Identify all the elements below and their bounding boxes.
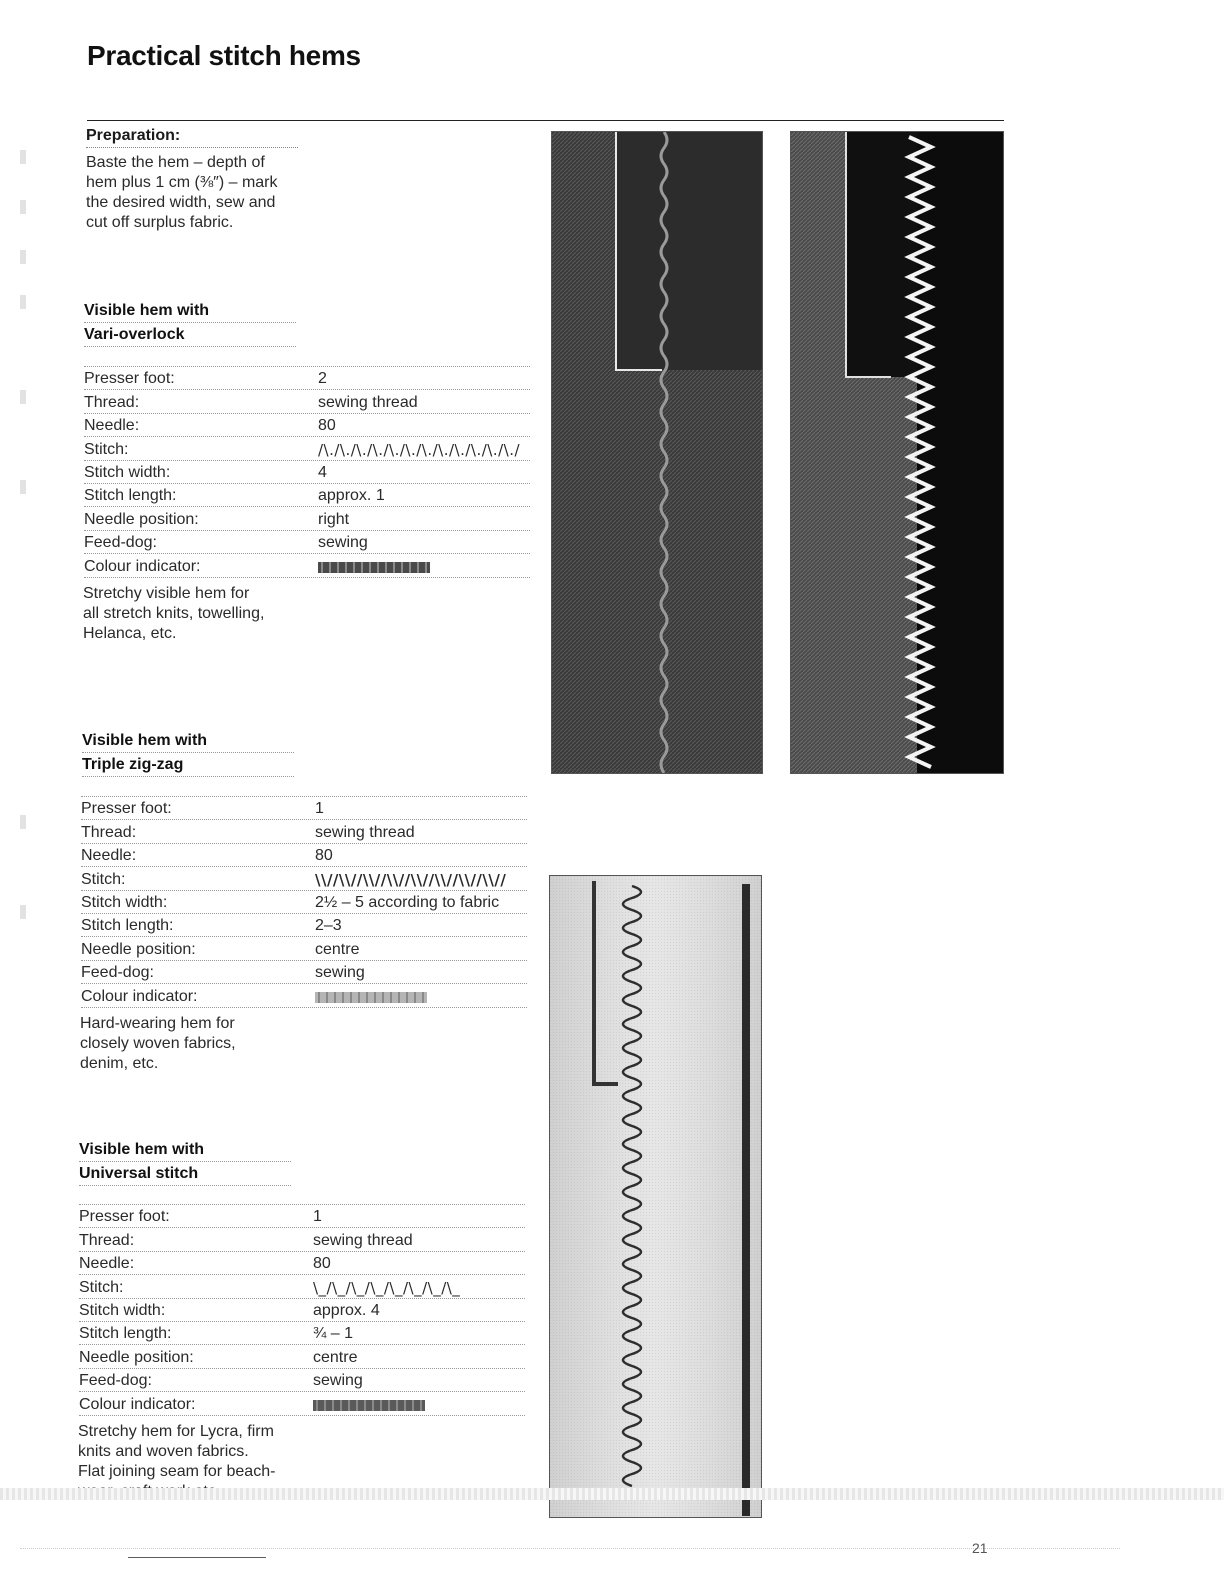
spec-label: Stitch:	[79, 1278, 124, 1296]
spec-table-triple-zigzag	[81, 796, 527, 1008]
margin-mark	[20, 815, 26, 829]
section-heading-line: Vari-overlock	[84, 323, 296, 347]
spec-row-stitch	[79, 1275, 525, 1298]
description-line: closely woven fabrics,	[80, 1035, 236, 1052]
spec-label: Stitch:	[84, 440, 129, 458]
spec-value: approx. 4	[313, 1301, 380, 1319]
colour-indicator-bar	[313, 1400, 425, 1411]
spec-row-stitch-length	[84, 484, 530, 507]
spec-label: Thread:	[79, 1231, 135, 1249]
description-vari-overlock	[83, 584, 264, 644]
spec-row-thread	[81, 820, 527, 843]
spec-label: Stitch width:	[79, 1301, 166, 1319]
spec-value: ¾ – 1	[313, 1325, 354, 1343]
spec-value: centre	[313, 1348, 358, 1366]
description-line: Stretchy visible hem for	[83, 585, 250, 602]
margin-mark	[20, 295, 26, 309]
spec-label: Feed-dog:	[81, 964, 154, 982]
spec-row-stitch	[81, 867, 527, 890]
spec-label: Thread:	[84, 393, 140, 411]
preparation-text	[86, 153, 278, 233]
spec-row-presser-foot	[84, 367, 530, 390]
spec-row-colour-indicator	[81, 984, 527, 1007]
spec-label: Presser foot:	[84, 370, 175, 388]
description-line: all stretch knits, towelling,	[83, 605, 265, 622]
sample-photo-vari-overlock-closeup	[790, 131, 1004, 774]
spec-row-feed-dog	[81, 961, 527, 984]
spec-value: sewing	[313, 1372, 363, 1390]
spec-value: 4	[318, 463, 327, 481]
spec-value: sewing thread	[313, 1231, 413, 1249]
spec-value: 1	[313, 1208, 322, 1226]
fabric-sample-image	[791, 132, 1003, 773]
spec-row-needle	[84, 414, 530, 437]
spec-value: sewing thread	[315, 823, 415, 841]
spec-label: Needle position:	[81, 940, 196, 958]
spec-value: sewing	[318, 534, 368, 552]
spec-label: Needle:	[84, 417, 140, 435]
spec-value: 80	[315, 847, 333, 865]
scan-strip	[0, 1488, 1224, 1500]
spec-row-stitch	[84, 437, 530, 460]
spec-value: 1	[315, 800, 324, 818]
spec-value: 2	[318, 370, 327, 388]
preparation-line: Baste the hem – depth of	[86, 154, 265, 171]
colour-indicator-bar	[315, 992, 427, 1003]
spec-label: Presser foot:	[79, 1208, 170, 1226]
spec-label: Needle:	[79, 1255, 135, 1273]
description-line: denim, etc.	[80, 1055, 159, 1072]
spec-row-feed-dog	[84, 531, 530, 554]
spec-value: 2–3	[315, 917, 342, 935]
description-line: Flat joining seam for beach-	[78, 1463, 276, 1480]
spec-value: centre	[315, 940, 360, 958]
page-number: 21	[972, 1540, 988, 1556]
section-heading-line: Triple zig-zag	[82, 753, 294, 777]
section-heading-line: Universal stitch	[79, 1162, 291, 1186]
title-rule	[87, 120, 1004, 121]
spec-label: Feed-dog:	[79, 1372, 152, 1390]
spec-label: Stitch length:	[79, 1325, 172, 1343]
spec-row-feed-dog	[79, 1369, 525, 1392]
spec-label: Stitch width:	[84, 463, 171, 481]
sample-photo-universal-stitch	[549, 875, 762, 1518]
spec-label: Stitch length:	[84, 487, 177, 505]
margin-mark	[20, 480, 26, 494]
spec-row-stitch-length	[81, 914, 527, 937]
page-title: Practical stitch hems	[87, 40, 361, 71]
spec-value: 80	[313, 1255, 331, 1273]
section-heading-line: Visible hem with	[82, 729, 294, 753]
spec-label: Stitch:	[81, 870, 126, 888]
spec-row-thread	[84, 390, 530, 413]
spec-row-stitch-length	[79, 1322, 525, 1345]
spec-value: approx. 1	[318, 487, 385, 505]
section-heading-vari-overlock	[84, 299, 296, 347]
margin-mark	[20, 905, 26, 919]
preparation-heading: Preparation:	[86, 127, 298, 148]
spec-table-universal-stitch	[79, 1204, 525, 1416]
preparation-line: the desired width, sew and	[86, 194, 276, 211]
spec-label: Presser foot:	[81, 800, 172, 818]
sample-photo-vari-overlock	[551, 131, 763, 774]
spec-label: Feed-dog:	[84, 534, 157, 552]
spec-row-stitch-width	[81, 891, 527, 914]
description-line: knits and woven fabrics.	[78, 1443, 249, 1460]
description-line: Stretchy hem for Lycra, firm	[78, 1423, 274, 1440]
spec-row-needle-position	[84, 507, 530, 530]
spec-row-needle-position	[79, 1345, 525, 1368]
spec-label: Needle position:	[84, 510, 199, 528]
margin-mark	[20, 200, 26, 214]
spec-row-thread	[79, 1228, 525, 1251]
spec-label: Stitch width:	[81, 893, 168, 911]
spec-label: Needle:	[81, 847, 137, 865]
spec-row-stitch-width	[84, 461, 530, 484]
margin-mark	[20, 390, 26, 404]
spec-label: Colour indicator:	[79, 1395, 196, 1413]
spec-row-colour-indicator	[79, 1392, 525, 1415]
description-line: Helanca, etc.	[83, 625, 177, 642]
stitch-symbol-vari-overlock: /\./\./\./\./\./\./\./\./\./\./\./\./	[318, 440, 521, 459]
preparation-line: hem plus 1 cm (⅜″) – mark	[86, 174, 278, 191]
section-heading-line: Visible hem with	[84, 299, 296, 323]
margin-mark	[20, 250, 26, 264]
spec-label: Stitch length:	[81, 917, 174, 935]
spec-value: 2½ – 5 according to fabric	[315, 893, 500, 911]
section-heading-triple-zigzag	[82, 729, 294, 777]
spec-value: sewing thread	[318, 393, 418, 411]
colour-indicator-bar	[318, 562, 430, 573]
footer-accent-line	[128, 1557, 266, 1558]
section-heading-line: Visible hem with	[79, 1138, 291, 1162]
spec-row-needle	[81, 844, 527, 867]
description-triple-zigzag	[80, 1014, 236, 1074]
footer-rule	[20, 1548, 1120, 1549]
margin-mark	[20, 150, 26, 164]
spec-row-needle-position	[81, 937, 527, 960]
spec-label: Thread:	[81, 823, 137, 841]
stitch-symbol-triple-zigzag: \\//\\//\\//\\//\\//\\//\\//\\//	[315, 870, 507, 889]
spec-label: Needle position:	[79, 1348, 194, 1366]
spec-row-presser-foot	[81, 797, 527, 820]
spec-label: Colour indicator:	[84, 557, 201, 575]
spec-row-colour-indicator	[84, 554, 530, 577]
spec-row-needle	[79, 1252, 525, 1275]
spec-table-vari-overlock	[84, 366, 530, 578]
spec-value: 80	[318, 417, 336, 435]
section-heading-universal-stitch	[79, 1138, 291, 1186]
spec-row-presser-foot	[79, 1205, 525, 1228]
description-line: Hard-wearing hem for	[80, 1015, 235, 1032]
spec-value: right	[318, 510, 350, 528]
spec-label: Colour indicator:	[81, 987, 198, 1005]
spec-row-stitch-width	[79, 1299, 525, 1322]
fabric-sample-image	[550, 876, 761, 1517]
spec-value: sewing	[315, 964, 365, 982]
stitch-symbol-universal: \_/\_/\_/\_/\_/\_/\_/\_	[313, 1278, 461, 1297]
fabric-sample-image	[552, 132, 762, 773]
preparation-line: cut off surplus fabric.	[86, 214, 234, 231]
